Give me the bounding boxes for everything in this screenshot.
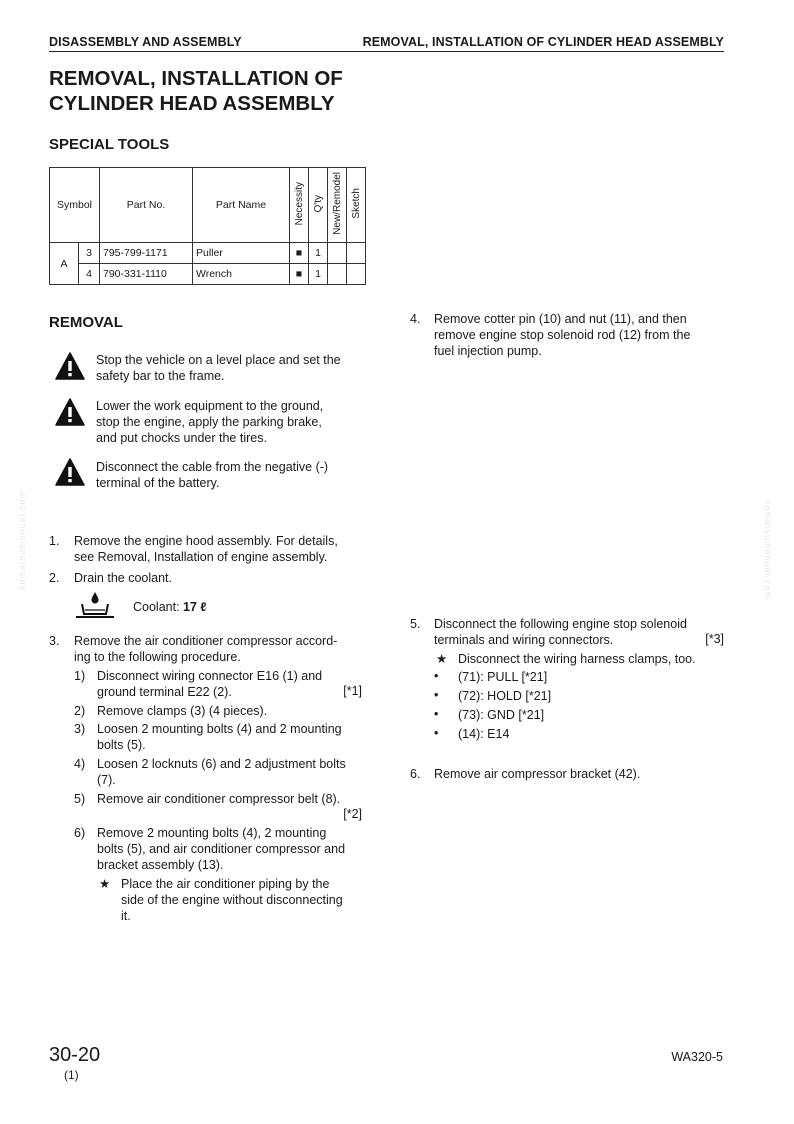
step-number: 3. <box>49 634 60 648</box>
substep-line: bolts (5). <box>97 738 146 752</box>
bullet-icon: • <box>434 688 439 702</box>
header-section-title: DISASSEMBLY AND ASSEMBLY <box>49 35 242 49</box>
substep-number: 1) <box>74 669 86 683</box>
coolant-drain-icon <box>74 591 116 619</box>
warning-triangle-icon <box>55 458 85 486</box>
step-text <box>74 633 364 665</box>
step-line: terminals and wiring connectors. <box>434 633 614 647</box>
part-no-cell: 795-799-1171 <box>100 243 193 264</box>
substep-number: 4) <box>74 757 86 771</box>
reference-mark: [*1] <box>343 684 362 698</box>
removal-heading: REMOVAL <box>49 314 123 331</box>
special-tools-heading: SPECIAL TOOLS <box>49 136 170 153</box>
sketch-cell <box>347 264 366 285</box>
necessity-cell: ■ <box>290 264 309 285</box>
warning-line: terminal of the battery. <box>96 476 220 490</box>
step-line: ing to the following procedure. <box>74 650 241 664</box>
step-text <box>434 616 734 648</box>
substep-line: ground terminal E22 (2). <box>97 685 232 699</box>
substep-number: 6) <box>74 826 86 840</box>
col-part-no: Part No. <box>100 168 193 243</box>
step-number: 1. <box>49 534 60 548</box>
substep-line: bolts (5), and air conditioner compressor and <box>97 842 346 856</box>
substep-number: 2) <box>74 704 86 718</box>
watermark-left: komatsumanual.com <box>17 490 27 591</box>
substep-line: bracket assembly (13). <box>97 858 224 872</box>
substep-text <box>97 721 362 753</box>
step-text <box>74 533 364 565</box>
substep-line: Disconnect wiring connector E16 (1) and <box>97 669 323 683</box>
header-divider <box>49 51 724 52</box>
symbol-cell: A <box>50 243 79 285</box>
warning-text <box>96 398 361 446</box>
substep-text <box>97 756 362 788</box>
col-symbol: Symbol <box>50 168 100 243</box>
warning-text <box>96 459 361 491</box>
necessity-cell: ■ <box>290 243 309 264</box>
note-text <box>121 876 366 924</box>
note-line: it. <box>121 909 131 923</box>
sketch-cell <box>347 243 366 264</box>
coolant-value: 17 ℓ <box>183 600 207 614</box>
substep-line: Remove clamps (3) (4 pieces). <box>97 704 268 718</box>
substep-number: 3) <box>74 722 86 736</box>
list-item: (71): PULL [*21] <box>458 670 548 684</box>
part-no-cell: 790-331-1110 <box>100 264 193 285</box>
step-line: Remove cotter pin (10) and nut (11), and then <box>434 312 687 326</box>
qty-cell: 1 <box>309 243 328 264</box>
watermark-right: komatsumanual.com <box>763 500 773 601</box>
list-item: (72): HOLD [*21] <box>458 689 552 703</box>
model-number: WA320-5 <box>671 1050 723 1064</box>
col-part-name: Part Name <box>193 168 290 243</box>
substep-text <box>97 791 362 807</box>
page-title-line-2: CYLINDER HEAD ASSEMBLY <box>49 92 335 115</box>
substep-line: Loosen 2 locknuts (6) and 2 adjustment bolts <box>97 757 346 771</box>
substep-line: Loosen 2 mounting bolts (4) and 2 mounting <box>97 722 342 736</box>
step-line: fuel injection pump. <box>434 344 542 358</box>
star-note-icon: ★ <box>436 652 448 666</box>
warning-line: Lower the work equipment to the ground, <box>96 399 324 413</box>
special-tools-table <box>49 167 366 285</box>
new-remodel-cell <box>328 243 347 264</box>
table-row <box>50 243 366 264</box>
substep-line: Remove 2 mounting bolts (4), 2 mounting <box>97 826 327 840</box>
page-title <box>49 66 343 116</box>
substep-line: (7). <box>97 773 116 787</box>
col-qty: Q'ty <box>309 168 328 243</box>
list-item: (14): E14 <box>458 727 510 741</box>
substep-number: 5) <box>74 792 86 806</box>
step-text: Remove air compressor bracket (42). <box>434 767 641 781</box>
warning-line: safety bar to the frame. <box>96 369 225 383</box>
step-number: 5. <box>410 617 421 631</box>
sub-cell: 3 <box>79 243 100 264</box>
table-header-row <box>50 168 366 243</box>
step-number: 4. <box>410 312 421 326</box>
new-remodel-cell <box>328 264 347 285</box>
substep-line: Remove air conditioner compressor belt (8). <box>97 792 341 806</box>
step-number: 2. <box>49 571 60 585</box>
substep-text <box>97 825 362 873</box>
step-line: see Removal, Installation of engine assembly. <box>74 550 328 564</box>
page-revision: (1) <box>64 1068 79 1082</box>
col-new-remodel: New/Remodel <box>328 168 347 243</box>
note-text: Disconnect the wiring harness clamps, too. <box>458 652 696 666</box>
page-number: 30-20 <box>49 1044 101 1066</box>
warning-line: Disconnect the cable from the negative (-) <box>96 460 329 474</box>
substep-text <box>97 703 362 719</box>
qty-cell: 1 <box>309 264 328 285</box>
col-necessity: Necessity <box>290 168 309 243</box>
warning-triangle-icon <box>55 352 85 380</box>
warning-line: Stop the vehicle on a level place and set the <box>96 353 341 367</box>
step-line: Remove the engine hood assembly. For details, <box>74 534 338 548</box>
page-title-line-1: REMOVAL, INSTALLATION OF <box>49 67 343 90</box>
note-line: Place the air conditioner piping by the <box>121 877 330 891</box>
bullet-icon: • <box>434 707 439 721</box>
reference-mark: [*2] <box>343 807 362 821</box>
step-text <box>434 311 734 359</box>
sub-cell: 4 <box>79 264 100 285</box>
step-line: remove engine stop solenoid rod (12) from the <box>434 328 691 342</box>
warning-text <box>96 352 361 384</box>
col-sketch: Sketch <box>347 168 366 243</box>
list-item: (73): GND [*21] <box>458 708 545 722</box>
step-text: Drain the coolant. <box>74 571 172 585</box>
warning-triangle-icon <box>55 398 85 426</box>
warning-line: stop the engine, apply the parking brake, <box>96 415 322 429</box>
star-note-icon: ★ <box>99 877 111 891</box>
part-name-cell: Puller <box>193 243 290 264</box>
step-number: 6. <box>410 767 421 781</box>
bullet-icon: • <box>434 669 439 683</box>
note-line: side of the engine without disconnecting <box>121 893 343 907</box>
reference-mark: [*3] <box>705 632 724 646</box>
coolant-label: Coolant: <box>133 600 184 614</box>
warning-line: and put chocks under the tires. <box>96 431 267 445</box>
part-name-cell: Wrench <box>193 264 290 285</box>
step-line: Remove the air conditioner compressor accord- <box>74 634 338 648</box>
substep-text <box>97 668 362 700</box>
table-row <box>50 264 366 285</box>
coolant-capacity <box>133 599 207 615</box>
header-page-title: REMOVAL, INSTALLATION OF CYLINDER HEAD ASSEMBLY <box>362 35 724 49</box>
step-line: Disconnect the following engine stop solenoid <box>434 617 687 631</box>
bullet-icon: • <box>434 726 439 740</box>
